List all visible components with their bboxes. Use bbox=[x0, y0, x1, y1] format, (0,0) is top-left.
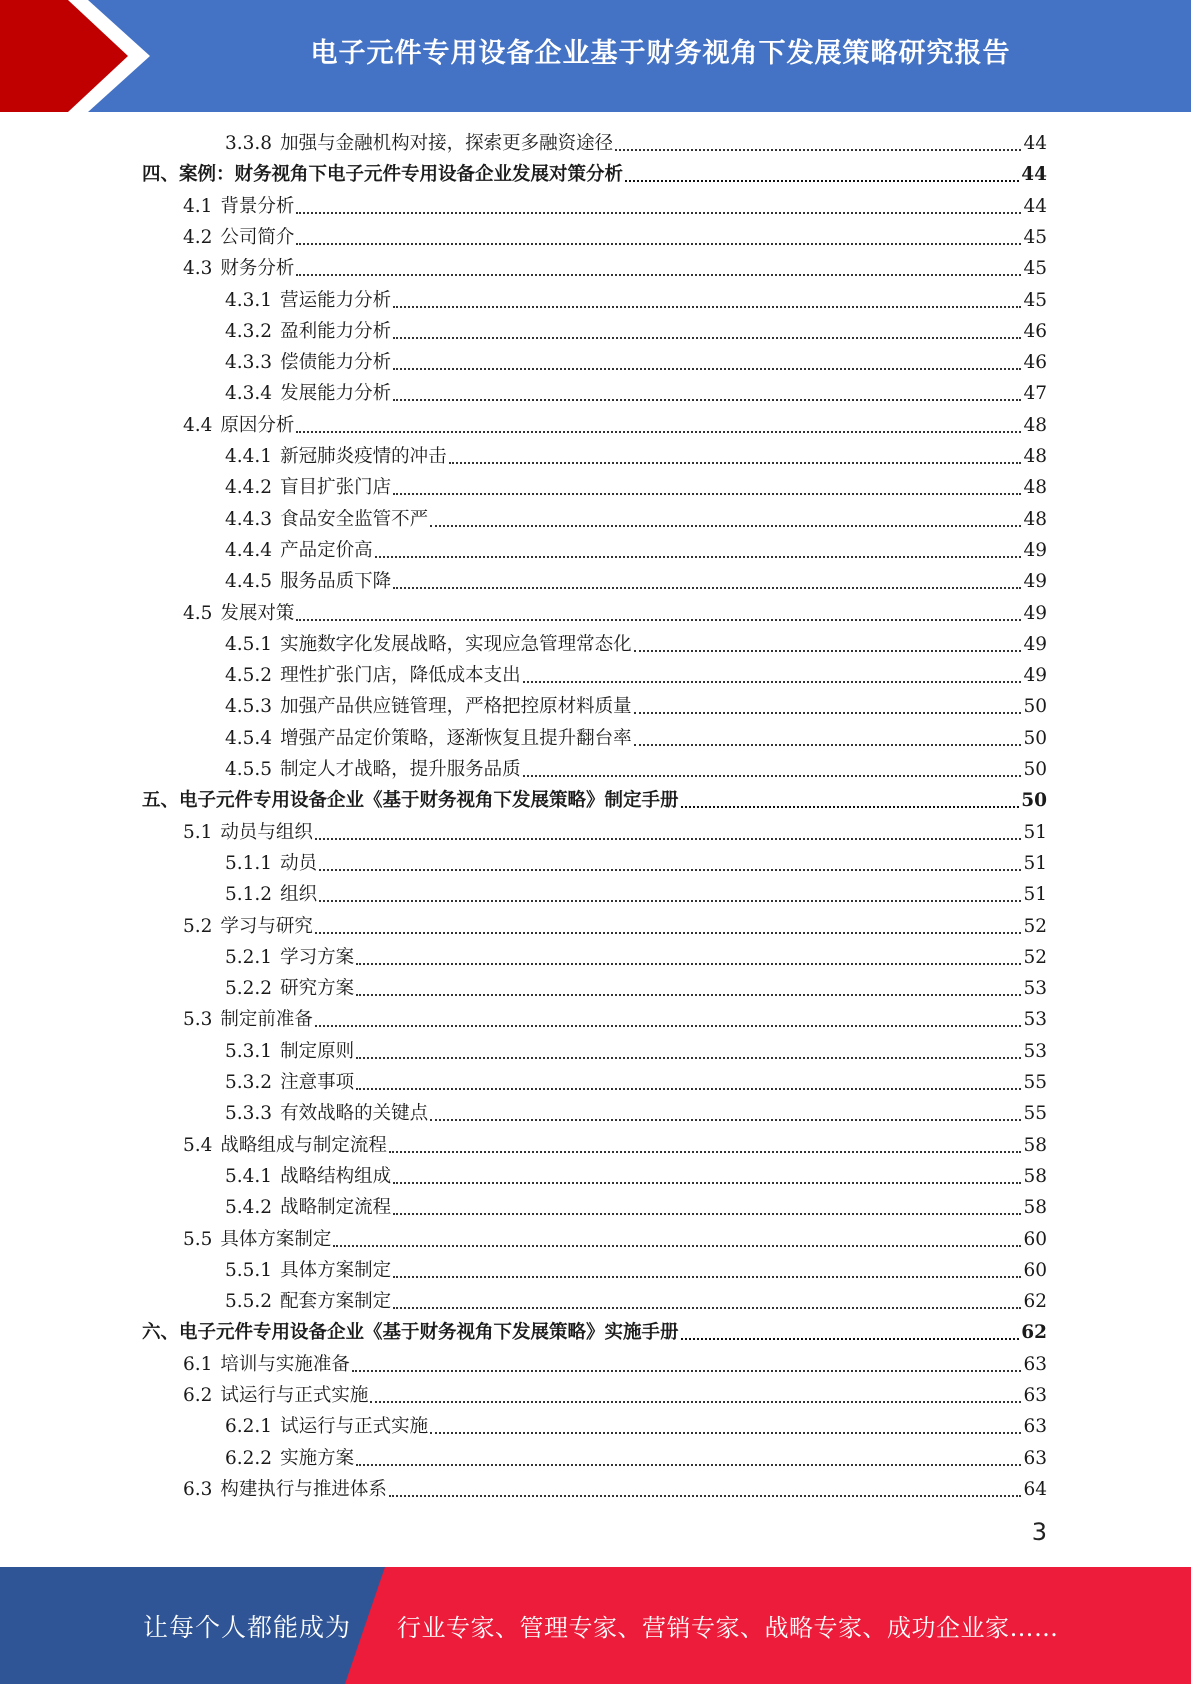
toc-dot-leader bbox=[430, 1432, 1021, 1434]
toc-entry-page: 55 bbox=[1023, 1072, 1047, 1093]
toc-entry[interactable] bbox=[225, 723, 1047, 754]
toc-dot-leader bbox=[356, 1088, 1021, 1090]
toc-entry[interactable] bbox=[225, 879, 1047, 910]
toc-entry-number: 4.2 bbox=[183, 226, 213, 248]
toc-entry-page: 63 bbox=[1023, 1447, 1047, 1469]
toc-entry-page: 47 bbox=[1023, 383, 1047, 405]
toc-entry-page: 52 bbox=[1023, 946, 1047, 968]
toc-entry-page: 63 bbox=[1023, 1416, 1047, 1438]
toc-entry-number: 5.5.1 bbox=[225, 1259, 273, 1281]
toc-dot-leader bbox=[393, 493, 1021, 495]
toc-entry-title: 公司简介 bbox=[220, 226, 295, 248]
toc-dot-leader bbox=[634, 712, 1022, 714]
toc-entry-title: 学习与研究 bbox=[220, 915, 313, 937]
toc-entry-page: 49 bbox=[1023, 539, 1047, 561]
toc-entry-title: 制定原则 bbox=[280, 1040, 355, 1062]
toc-dot-leader bbox=[296, 212, 1021, 214]
toc-entry[interactable] bbox=[225, 1255, 1047, 1286]
footer-slogan-right: 行业专家、管理专家、营销专家、战略专家、成功企业家…… bbox=[397, 1614, 1059, 1642]
toc-entry-page: 45 bbox=[1023, 289, 1047, 311]
toc-entry-page: 48 bbox=[1023, 446, 1047, 467]
toc-entry-number: 3.3.8 bbox=[225, 133, 273, 154]
toc-entry-number: 5.3 bbox=[183, 1009, 213, 1031]
toc-dot-leader bbox=[356, 963, 1021, 965]
toc-entry[interactable] bbox=[183, 1349, 1047, 1380]
toc-entry-title: 动员与组织 bbox=[220, 821, 313, 843]
toc-entry-number: 4.4.2 bbox=[225, 477, 273, 499]
toc-entry[interactable] bbox=[183, 1380, 1047, 1411]
toc-entry-title: 试运行与正式实施 bbox=[220, 1385, 369, 1406]
toc-entry-title: 制定前准备 bbox=[220, 1009, 313, 1031]
toc-entry-page: 53 bbox=[1023, 1009, 1047, 1031]
toc-entry[interactable] bbox=[225, 441, 1047, 472]
toc-entry[interactable] bbox=[225, 1067, 1047, 1098]
toc-entry-number: 6.1 bbox=[183, 1353, 213, 1375]
toc-entry[interactable] bbox=[225, 629, 1047, 660]
toc-entry-number: 5.3.3 bbox=[225, 1103, 273, 1125]
toc-dot-leader bbox=[356, 994, 1021, 996]
toc-entry-title: 盲目扩张门店 bbox=[280, 477, 392, 499]
toc-entry-page: 45 bbox=[1023, 258, 1047, 280]
toc-entry-number: 5.4.2 bbox=[225, 1197, 273, 1219]
toc-dot-leader bbox=[634, 744, 1022, 746]
toc-entry[interactable] bbox=[225, 1098, 1047, 1129]
toc-entry-page: 50 bbox=[1023, 696, 1047, 718]
toc-entry-number: 4.5.4 bbox=[225, 727, 273, 749]
toc-entry-number: 5.5 bbox=[183, 1228, 213, 1250]
toc-dot-leader bbox=[375, 556, 1022, 558]
toc-entry-number: 4.3.2 bbox=[225, 320, 273, 342]
toc-entry-title: 组织 bbox=[280, 884, 318, 906]
toc-dot-leader bbox=[356, 1057, 1021, 1059]
toc-entry[interactable] bbox=[225, 1192, 1047, 1223]
toc-dot-leader bbox=[393, 1182, 1021, 1184]
toc-entry[interactable] bbox=[225, 973, 1047, 1004]
toc-entry[interactable] bbox=[183, 1474, 1047, 1505]
toc-entry-page: 44 bbox=[1023, 133, 1047, 154]
toc-entry-title: 实施方案 bbox=[280, 1447, 355, 1469]
toc-entry-number: 4.3.3 bbox=[225, 352, 273, 374]
toc-entry-title: 财务分析 bbox=[220, 258, 295, 280]
footer-slogan-left: 让每个人都能成为 bbox=[143, 1612, 352, 1642]
toc-dot-leader bbox=[296, 431, 1021, 433]
toc-entry-number: 4.4.3 bbox=[225, 508, 273, 530]
toc-dot-leader bbox=[296, 243, 1021, 245]
toc-entry-title: 营运能力分析 bbox=[280, 289, 392, 311]
toc-entry[interactable] bbox=[225, 378, 1047, 409]
toc-entry-number: 4.5.1 bbox=[225, 633, 273, 655]
toc-entry-page: 62 bbox=[1023, 1291, 1047, 1313]
toc-dot-leader bbox=[315, 1025, 1022, 1027]
toc-entry[interactable] bbox=[225, 535, 1047, 566]
toc-entry-number: 4.5 bbox=[183, 602, 213, 624]
toc-entry-title: 试运行与正式实施 bbox=[280, 1416, 429, 1438]
toc-dot-leader bbox=[523, 775, 1022, 777]
toc-entry-page: 58 bbox=[1023, 1197, 1047, 1219]
toc-entry-page: 50 bbox=[1023, 727, 1047, 749]
toc-entry-title: 实施数字化发展战略，实现应急管理常态化 bbox=[280, 633, 632, 655]
toc-entry-title: 产品定价高 bbox=[280, 539, 373, 561]
toc-entry-title: 构建执行与推进体系 bbox=[220, 1478, 387, 1500]
toc-entry[interactable] bbox=[183, 1130, 1047, 1161]
header-band bbox=[0, 0, 1191, 112]
toc-entry-number: 4.3 bbox=[183, 258, 213, 280]
toc-entry-page: 63 bbox=[1023, 1385, 1047, 1406]
toc-entry[interactable] bbox=[183, 191, 1047, 222]
toc-entry-page: 44 bbox=[1023, 195, 1047, 217]
toc-entry-title: 具体方案制定 bbox=[220, 1228, 332, 1250]
toc-dot-leader bbox=[449, 462, 1022, 464]
toc-entry-page: 51 bbox=[1023, 821, 1047, 843]
toc-entry-title: 服务品质下降 bbox=[280, 571, 392, 593]
toc-entry[interactable] bbox=[183, 410, 1047, 441]
toc-entry-title: 盈利能力分析 bbox=[280, 320, 392, 342]
toc-dot-leader bbox=[430, 525, 1021, 527]
toc-dot-leader bbox=[370, 1401, 1021, 1403]
toc-entry-title: 理性扩张门店，降低成本支出 bbox=[280, 665, 521, 687]
toc-entry-title: 具体方案制定 bbox=[280, 1259, 392, 1281]
toc-entry-page: 49 bbox=[1023, 571, 1047, 593]
toc-entry-number: 5.1.1 bbox=[225, 852, 273, 874]
toc-entry-page: 46 bbox=[1023, 320, 1047, 342]
toc-entry[interactable] bbox=[225, 1443, 1047, 1474]
toc-entry-title: 原因分析 bbox=[220, 414, 295, 436]
toc-entry-number: 4.4.5 bbox=[225, 571, 273, 593]
toc-entry[interactable] bbox=[225, 754, 1047, 785]
toc-entry-title: 五、电子元件专用设备企业《基于财务视角下发展策略》制定手册 bbox=[142, 790, 679, 812]
toc-entry-title: 注意事项 bbox=[280, 1072, 355, 1093]
toc-entry[interactable] bbox=[183, 817, 1047, 848]
toc-dot-leader bbox=[393, 587, 1021, 589]
toc-entry-number: 6.3 bbox=[183, 1478, 213, 1500]
toc-entry-page: 50 bbox=[1021, 790, 1047, 812]
toc-entry-number: 4.3.1 bbox=[225, 289, 273, 311]
toc-entry-title: 新冠肺炎疫情的冲击 bbox=[280, 446, 447, 467]
toc-entry-page: 60 bbox=[1023, 1259, 1047, 1281]
toc-chapter-entry[interactable] bbox=[142, 159, 1047, 190]
toc-entry-number: 5.5.2 bbox=[225, 1291, 273, 1313]
toc-dot-leader bbox=[393, 1307, 1021, 1309]
toc-entry-number: 4.3.4 bbox=[225, 383, 273, 405]
toc-entry-number: 4.1 bbox=[183, 195, 213, 217]
toc-entry-title: 背景分析 bbox=[220, 195, 295, 217]
toc-entry-title: 制定人才战略，提升服务品质 bbox=[280, 759, 521, 780]
toc-entry[interactable] bbox=[225, 942, 1047, 973]
toc-entry[interactable] bbox=[225, 1411, 1047, 1442]
toc-entry-title: 发展对策 bbox=[220, 602, 295, 624]
toc-entry-number: 6.2.1 bbox=[225, 1416, 273, 1438]
toc-entry-page: 52 bbox=[1023, 915, 1047, 937]
toc-entry-page: 49 bbox=[1023, 602, 1047, 624]
toc-entry[interactable] bbox=[183, 598, 1047, 629]
toc-entry-number: 6.2 bbox=[183, 1385, 213, 1406]
toc-entry-page: 58 bbox=[1023, 1134, 1047, 1156]
toc-entry-page: 45 bbox=[1023, 226, 1047, 248]
toc-entry-number: 4.5.2 bbox=[225, 665, 273, 687]
header-red-arrow bbox=[0, 0, 128, 112]
toc-dot-leader bbox=[319, 900, 1021, 902]
toc-dot-leader bbox=[333, 1245, 1021, 1247]
toc-entry-page: 51 bbox=[1023, 884, 1047, 906]
toc-entry[interactable] bbox=[183, 1224, 1047, 1255]
toc-entry-number: 5.3.1 bbox=[225, 1040, 273, 1062]
toc-entry-page: 44 bbox=[1021, 164, 1047, 186]
toc-dot-leader bbox=[393, 368, 1021, 370]
toc-dot-leader bbox=[315, 932, 1022, 934]
toc-chapter-entry[interactable] bbox=[142, 1317, 1047, 1348]
toc-entry-number: 5.1 bbox=[183, 821, 213, 843]
toc-entry-page: 49 bbox=[1023, 633, 1047, 655]
toc-entry-number: 4.4.4 bbox=[225, 539, 273, 561]
toc-entry-title: 学习方案 bbox=[280, 946, 355, 968]
toc-dot-leader bbox=[393, 337, 1021, 339]
toc-entry[interactable] bbox=[183, 222, 1047, 253]
toc-entry-page: 48 bbox=[1023, 508, 1047, 530]
toc-entry-title: 战略组成与制定流程 bbox=[220, 1134, 387, 1156]
toc-entry-page: 62 bbox=[1021, 1322, 1047, 1344]
toc-entry-title: 配套方案制定 bbox=[280, 1291, 392, 1313]
toc-dot-leader bbox=[393, 1276, 1021, 1278]
toc-dot-leader bbox=[356, 1464, 1021, 1466]
toc-dot-leader bbox=[315, 838, 1022, 840]
toc-dot-leader bbox=[296, 274, 1021, 276]
toc-entry[interactable] bbox=[225, 472, 1047, 503]
toc-entry-title: 研究方案 bbox=[280, 978, 355, 1000]
toc-entry[interactable] bbox=[225, 504, 1047, 535]
toc-entry-number: 5.2.1 bbox=[225, 946, 273, 968]
toc-dot-leader bbox=[681, 806, 1020, 808]
toc-entry[interactable] bbox=[183, 253, 1047, 284]
toc-entry-number: 4.4.1 bbox=[225, 446, 273, 467]
toc-dot-leader bbox=[296, 619, 1021, 621]
toc-entry[interactable] bbox=[225, 566, 1047, 597]
toc-entry-page: 50 bbox=[1023, 759, 1047, 780]
toc-entry-title: 四、案例：财务视角下电子元件专用设备企业发展对策分析 bbox=[142, 164, 624, 186]
toc-dot-leader bbox=[625, 180, 1019, 182]
toc-entry-number: 5.3.2 bbox=[225, 1072, 273, 1093]
toc-dot-leader bbox=[523, 681, 1022, 683]
toc-entry-title: 培训与实施准备 bbox=[220, 1353, 350, 1375]
toc-entry[interactable] bbox=[225, 848, 1047, 879]
toc-entry-title: 偿债能力分析 bbox=[280, 352, 392, 374]
toc-entry[interactable] bbox=[225, 285, 1047, 316]
page-number: 3 bbox=[1031, 1518, 1047, 1546]
toc-entry[interactable] bbox=[225, 1286, 1047, 1317]
toc-entry-page: 48 bbox=[1023, 477, 1047, 499]
toc-entry[interactable] bbox=[225, 691, 1047, 722]
toc-entry-page: 58 bbox=[1023, 1165, 1047, 1187]
toc-entry[interactable] bbox=[225, 1036, 1047, 1067]
toc-entry-number: 4.5.5 bbox=[225, 759, 273, 780]
toc-entry-page: 48 bbox=[1023, 414, 1047, 436]
toc-dot-leader bbox=[393, 1213, 1021, 1215]
toc-entry-page: 49 bbox=[1023, 665, 1047, 687]
toc-entry-number: 5.4.1 bbox=[225, 1165, 273, 1187]
footer-band bbox=[0, 1567, 1191, 1684]
toc-entry[interactable] bbox=[183, 1004, 1047, 1035]
toc-entry-number: 4.5.3 bbox=[225, 696, 273, 718]
toc-entry-title: 六、电子元件专用设备企业《基于财务视角下发展策略》实施手册 bbox=[142, 1322, 679, 1344]
toc-entry-page: 53 bbox=[1023, 978, 1047, 1000]
toc-entry-number: 5.2.2 bbox=[225, 978, 273, 1000]
toc-entry-page: 64 bbox=[1023, 1478, 1047, 1500]
toc-entry-title: 战略制定流程 bbox=[280, 1197, 392, 1219]
toc-entry-number: 5.2 bbox=[183, 915, 213, 937]
toc-entry-title: 食品安全监管不严 bbox=[280, 508, 429, 530]
toc-entry[interactable] bbox=[225, 1161, 1047, 1192]
toc-entry-number: 4.4 bbox=[183, 414, 213, 436]
toc-entry[interactable] bbox=[225, 347, 1047, 378]
toc-entry-page: 51 bbox=[1023, 852, 1047, 874]
toc-entry-page: 53 bbox=[1023, 1040, 1047, 1062]
toc-dot-leader bbox=[634, 650, 1022, 652]
toc-entry-title: 发展能力分析 bbox=[280, 383, 392, 405]
toc-dot-leader bbox=[352, 1370, 1022, 1372]
toc-dot-leader bbox=[389, 1495, 1022, 1497]
toc-entry-number: 5.4 bbox=[183, 1134, 213, 1156]
toc-chapter-entry[interactable] bbox=[142, 785, 1047, 816]
toc-entry-title: 动员 bbox=[280, 852, 318, 874]
toc-entry[interactable] bbox=[225, 316, 1047, 347]
toc-entry-number: 5.1.2 bbox=[225, 884, 273, 906]
toc-dot-leader bbox=[681, 1338, 1020, 1340]
document-title: 电子元件专用设备企业基于财务视角下发展策略研究报告 bbox=[310, 37, 1011, 69]
toc-dot-leader bbox=[615, 149, 1021, 151]
toc-dot-leader bbox=[319, 869, 1021, 871]
toc-entry-page: 46 bbox=[1023, 352, 1047, 374]
toc-entry-title: 增强产品定价策略，逐渐恢复且提升翻台率 bbox=[280, 727, 632, 749]
toc-entry-title: 加强与金融机构对接，探索更多融资途径 bbox=[280, 133, 614, 154]
toc-dot-leader bbox=[430, 1119, 1021, 1121]
toc-entry[interactable] bbox=[183, 911, 1047, 942]
toc-entry-page: 63 bbox=[1023, 1353, 1047, 1375]
toc-dot-leader bbox=[389, 1151, 1022, 1153]
toc-entry-page: 60 bbox=[1023, 1228, 1047, 1250]
toc-entry-title: 战略结构组成 bbox=[280, 1165, 392, 1187]
toc-entry-title: 有效战略的关键点 bbox=[280, 1103, 429, 1125]
toc-entry[interactable] bbox=[225, 660, 1047, 691]
toc-entry-title: 加强产品供应链管理，严格把控原材料质量 bbox=[280, 696, 632, 718]
toc-dot-leader bbox=[393, 399, 1021, 401]
toc-entry-number: 6.2.2 bbox=[225, 1447, 273, 1469]
toc-entry[interactable] bbox=[225, 128, 1047, 159]
toc-entry-page: 55 bbox=[1023, 1103, 1047, 1125]
toc-dot-leader bbox=[393, 306, 1021, 308]
